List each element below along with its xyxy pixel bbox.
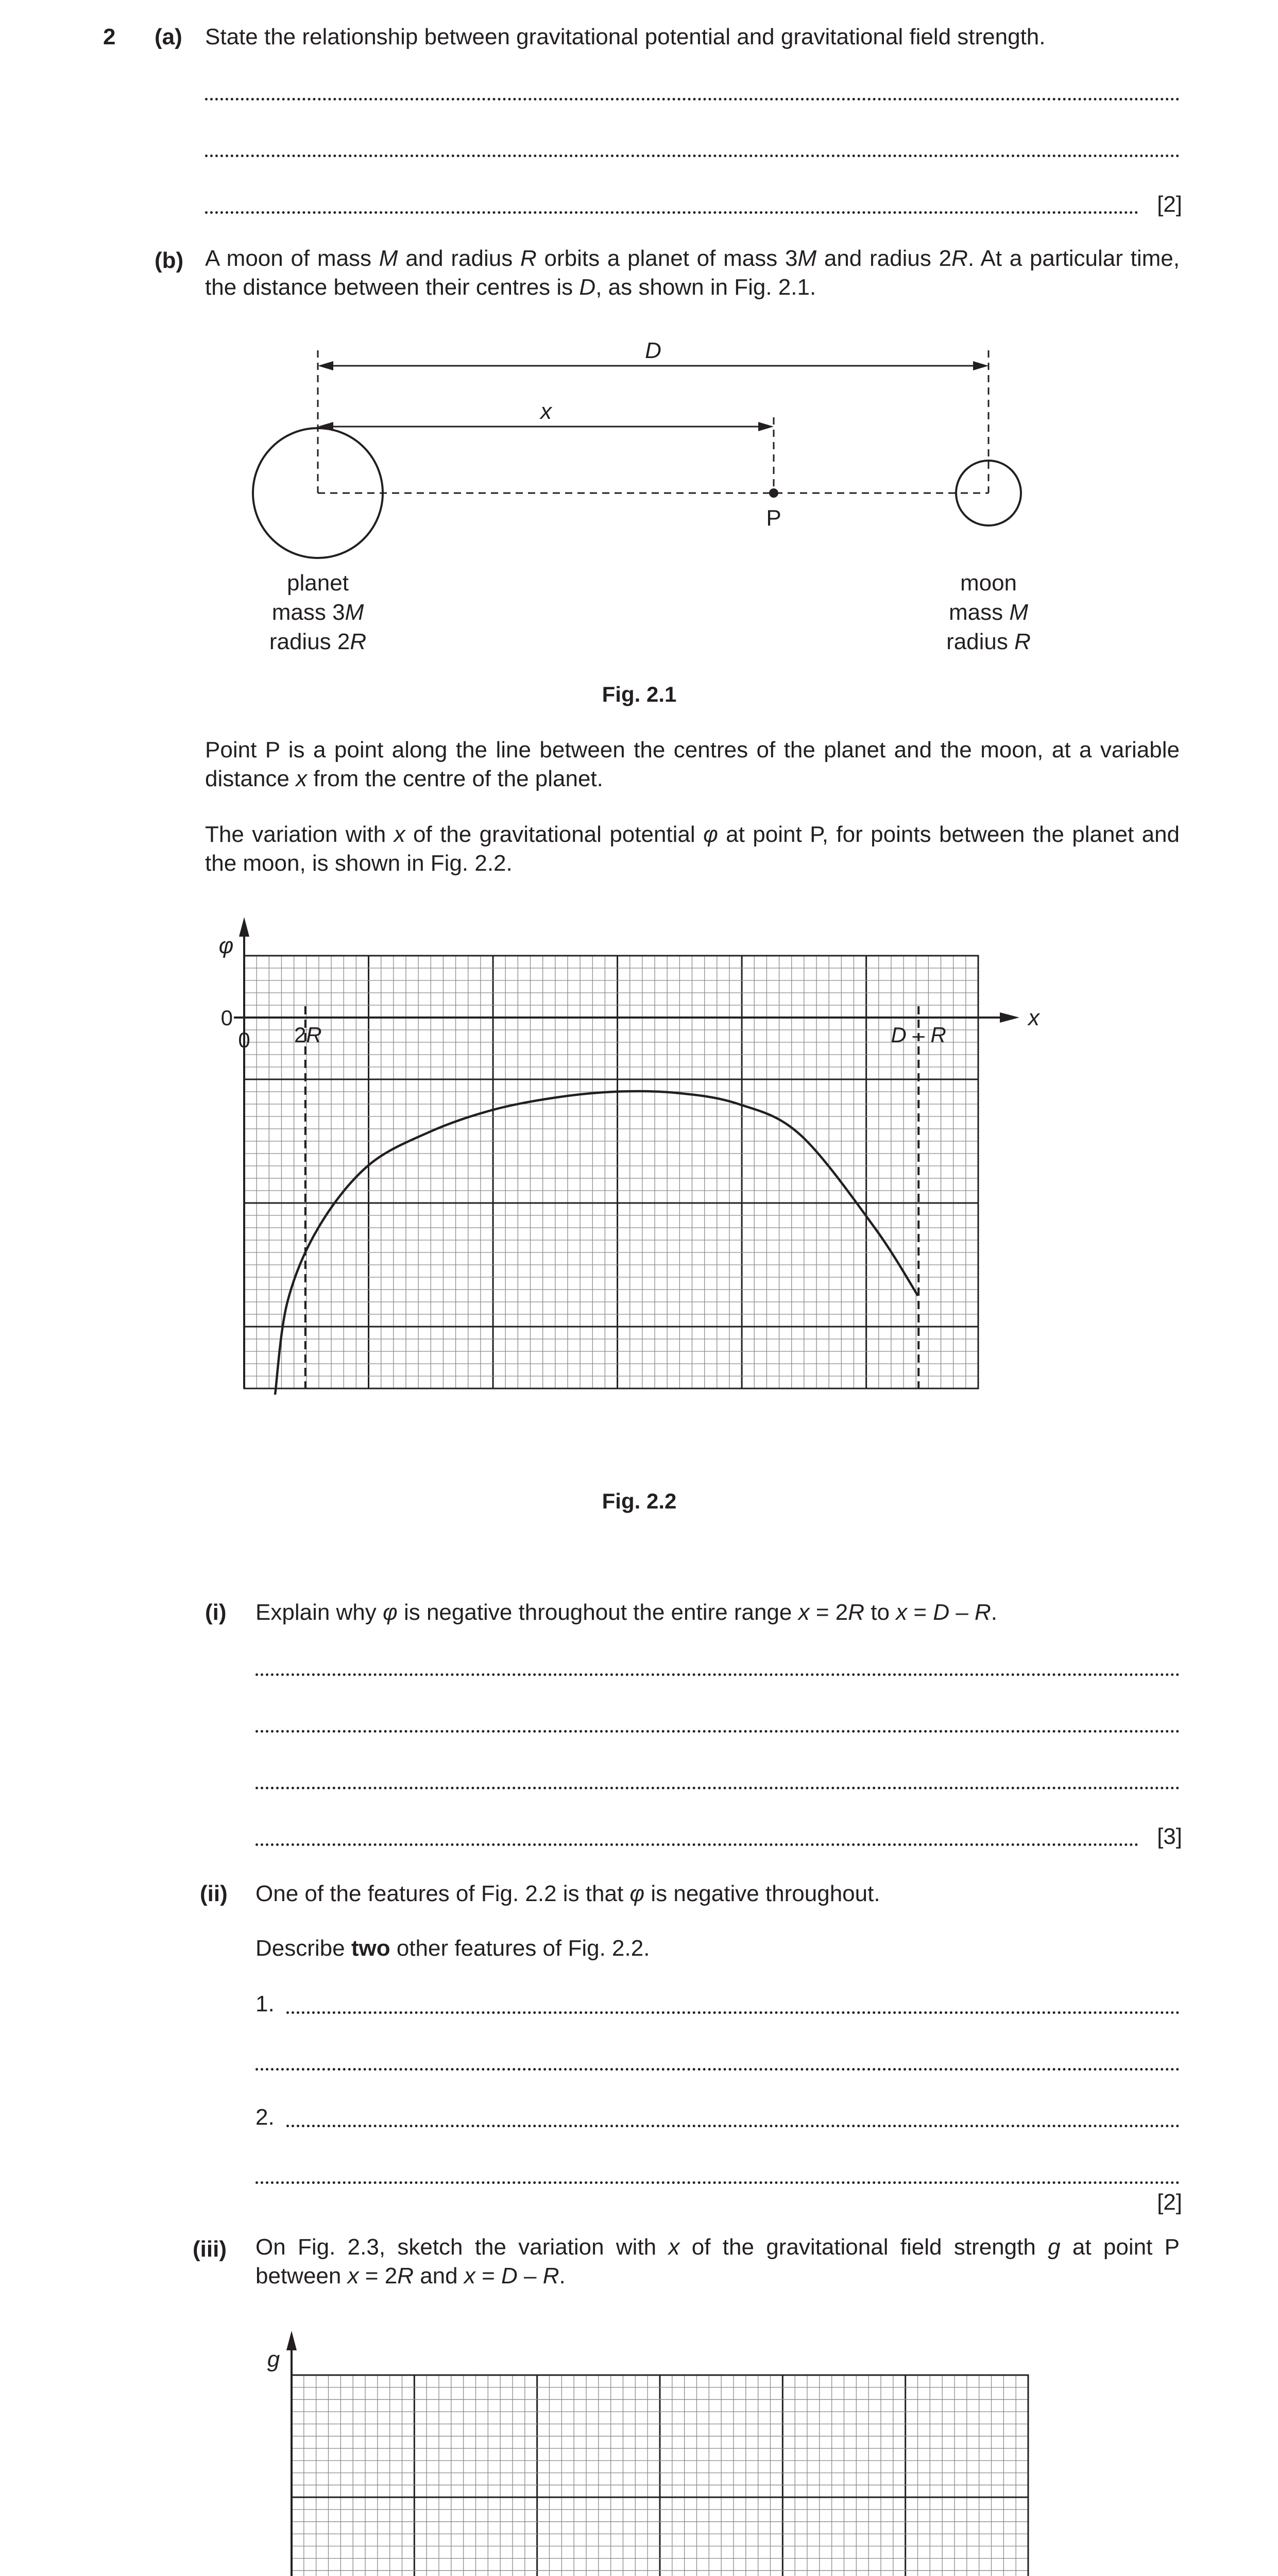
y-axis-arrow-icon <box>239 917 249 937</box>
graph-grid <box>292 2375 1028 2576</box>
part-b-label: (b) <box>155 248 184 273</box>
item-2-label: 2. <box>255 2105 275 2130</box>
y-axis-label: φ <box>218 933 234 958</box>
label-p: P <box>766 505 781 531</box>
part-ii-question: One of the features of Fig. 2.2 is that φ is negative throughout. <box>255 1881 880 1906</box>
tick-label-2r: 2R <box>294 1023 322 1047</box>
marks-label: [2] <box>1157 2190 1182 2215</box>
answer-line[interactable] <box>255 1787 1180 1789</box>
label-x: x <box>540 399 552 424</box>
potential-curve <box>275 1091 918 1395</box>
item-1-label: 1. <box>255 1991 275 2016</box>
variation-description: The variation with x of the gravitational potential φ at point P, for points between the planet and the moon, is shown in Fig. 2.2. <box>205 822 1180 876</box>
figure-2-2-caption: Fig. 2.2 <box>602 1489 677 1513</box>
tick-label-d-minus-r: D – R <box>891 1023 946 1047</box>
y-axis-label: g <box>267 2347 280 2372</box>
figure-2-1-caption: Fig. 2.1 <box>602 682 677 706</box>
answer-line[interactable] <box>255 2068 1180 2071</box>
figure-2-2 <box>0 907 1278 1463</box>
label-d: D <box>645 338 661 363</box>
figure-2-3[interactable] <box>0 2308 1278 2576</box>
y-axis-arrow-icon <box>286 2331 297 2350</box>
answer-line[interactable] <box>286 2125 1180 2127</box>
part-a-question: State the relationship between gravitational potential and gravitational field strength. <box>205 24 1046 49</box>
point-p-description: Point P is a point along the line between the centres of the planet and the moon, at a variable distance x from the centre of the planet. <box>205 737 1180 791</box>
x-axis-arrow-icon <box>1000 1012 1019 1023</box>
graph-grid <box>244 956 978 1388</box>
part-ii-label: (ii) <box>200 1881 228 1906</box>
arrow-head-icon <box>973 361 989 370</box>
graph-border <box>244 956 978 1388</box>
answer-line[interactable] <box>255 1843 1138 1846</box>
arrow-head-icon <box>318 361 333 370</box>
question-number: 2 <box>103 24 116 49</box>
part-i-label: (i) <box>205 1600 227 1625</box>
part-a-label: (a) <box>155 24 182 49</box>
part-iii-label: (iii) <box>193 2236 227 2262</box>
answer-line[interactable] <box>255 1673 1180 1676</box>
x-zero-label: 0 <box>238 1028 250 1052</box>
marks-label: [3] <box>1157 1824 1182 1849</box>
planet-label: planet mass 3M radius 2R <box>269 570 367 654</box>
point-p-dot <box>769 488 778 498</box>
x-axis-label: x <box>1028 1005 1040 1030</box>
answer-line[interactable] <box>255 2181 1180 2184</box>
answer-line[interactable] <box>255 1730 1180 1733</box>
part-i-question: Explain why φ is negative throughout the entire range x = 2R to x = D – R. <box>255 1600 998 1625</box>
part-ii-describe: Describe two other features of Fig. 2.2. <box>255 1936 650 1961</box>
arrow-head-icon <box>758 422 774 431</box>
answer-line[interactable] <box>286 2011 1180 2014</box>
part-iii-question: On Fig. 2.3, sketch the variation with x of the gravitational field strength g at point P between x = 2R and x = D – R. <box>255 2234 1180 2289</box>
y-zero-label: 0 <box>220 1006 233 1030</box>
part-b-intro: A moon of mass M and radius R orbits a planet of mass 3M and radius 2R. At a particular time, the distance between their centres is D, as shown in Fig. 2.1. <box>205 246 1180 300</box>
moon-label: moon mass M radius R <box>946 570 1031 654</box>
marks-label: [2] <box>1157 192 1182 217</box>
